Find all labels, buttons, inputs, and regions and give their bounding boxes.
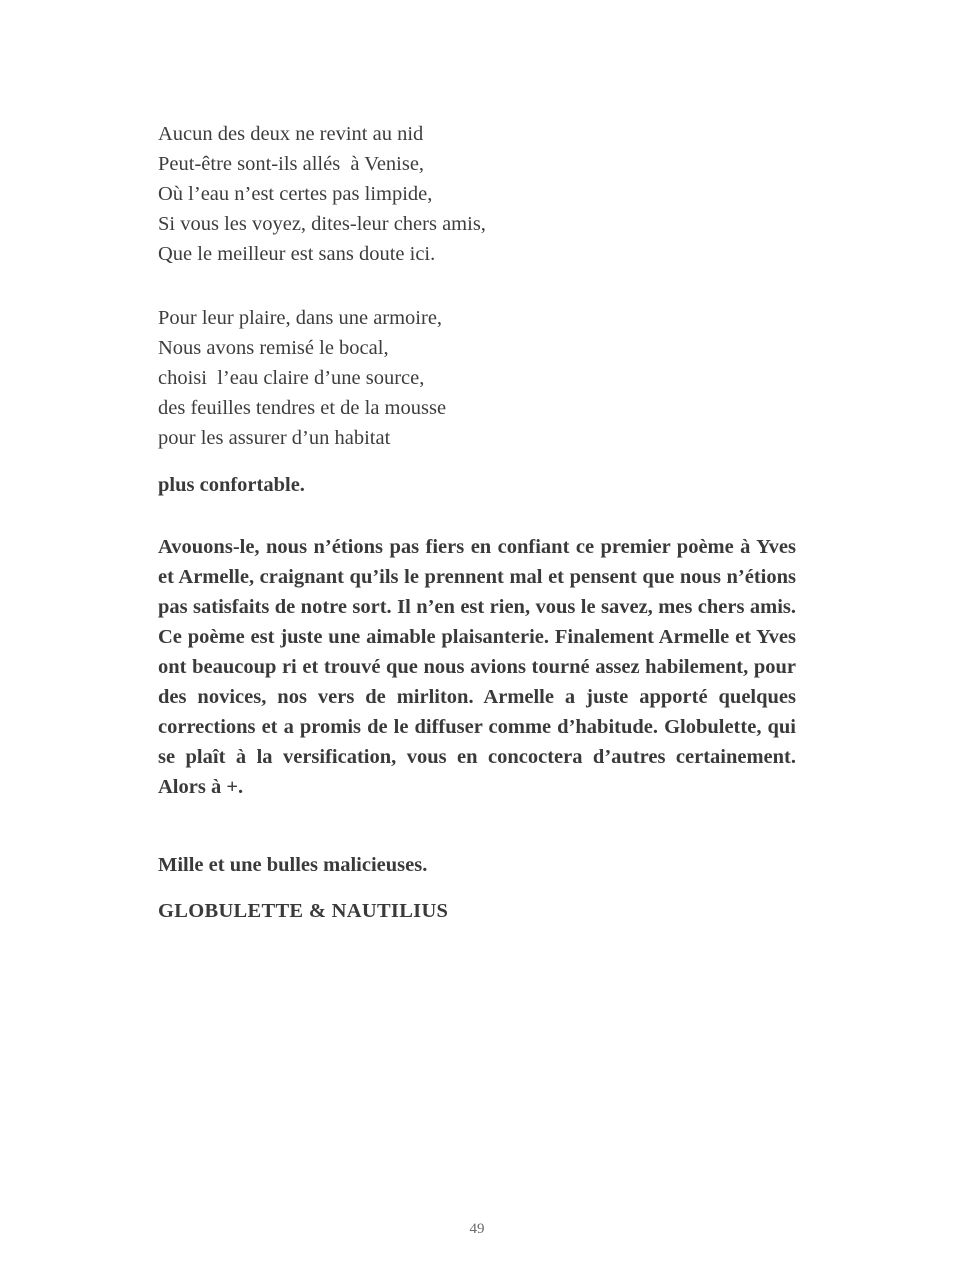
poem-stanza-2 [158, 303, 798, 453]
poem-line: choisi l’eau claire d’une source, [158, 367, 425, 389]
poem-line: pour les assurer d’un habitat [158, 427, 391, 449]
signature: GLOBULETTE & NAUTILIUS [158, 900, 449, 922]
poem-line: des feuilles tendres et de la mousse [158, 397, 447, 419]
body-paragraph: Avouons-le, nous n’étions pas fiers en confiant ce premier poème à Yves et Armelle, craignant qu’ils le prennent mal et pensent que nous n’étions pas satisfaits de notre sort. Il n’en est rien, vous le savez, mes chers amis. Ce poème est juste une aimable plaisanterie. Finalement Armelle et Yves ont beaucoup ri et trouvé que nous avions tourné assez habilement, pour des novices, nos vers de mirliton. Armelle a juste apporté quelques corrections et a promis de le diffuser comme d’habitude. Globulette, qui se plaît à la versification, vous en concoctera d’autres certainement. Alors à +. [158, 536, 796, 798]
page-number: 49 [469, 1221, 485, 1237]
poem-line: Nous avons remisé le bocal, [158, 337, 389, 359]
poem-stanza-1 [158, 119, 798, 269]
poem-line: Où l’eau n’est certes pas limpide, [158, 183, 433, 205]
poem-line: Peut-être sont-ils allés à Venise, [158, 153, 425, 175]
closing-line: Mille et une bulles malicieuses. [158, 854, 428, 876]
poem-final-line: plus confortable. [158, 474, 305, 496]
poem-line: Aucun des deux ne revint au nid [158, 123, 424, 145]
poem-line: Pour leur plaire, dans une armoire, [158, 307, 443, 329]
poem-line: Que le meilleur est sans doute ici. [158, 243, 436, 265]
poem-line: Si vous les voyez, dites-leur chers amis, [158, 213, 486, 235]
